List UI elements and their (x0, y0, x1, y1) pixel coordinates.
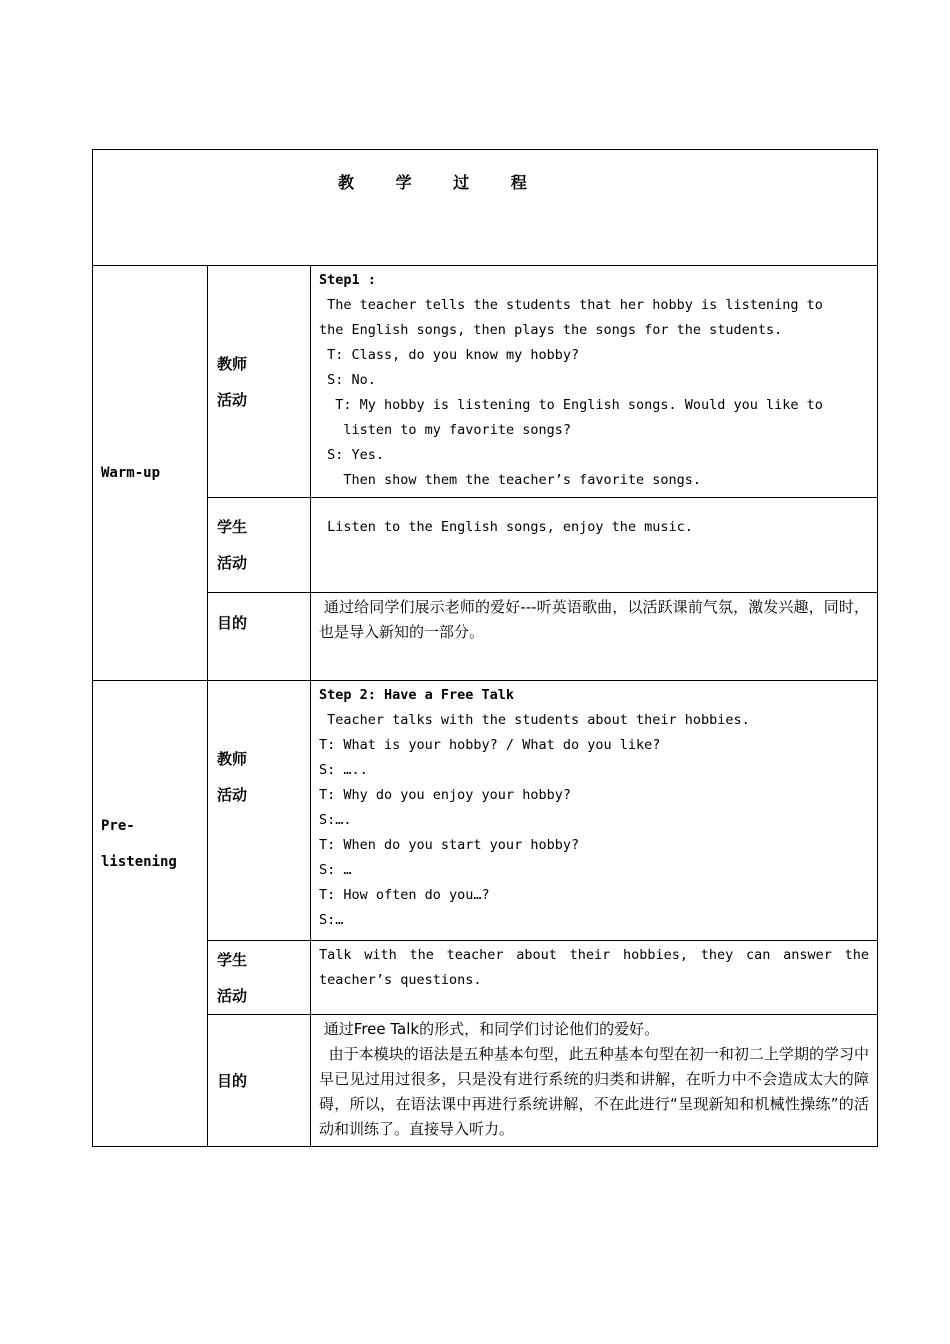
label-line: 学生 (217, 950, 248, 969)
content-line: T: My hobby is listening to English songs. Would you like to (319, 397, 823, 413)
teacher-activity-content (311, 681, 878, 941)
content-line: S: … (319, 862, 352, 878)
label-line: 目的 (217, 614, 248, 632)
content-line: Teacher talks with the students about their hobbies. (319, 712, 750, 728)
content-line: T: When do you start your hobby? (319, 837, 580, 853)
purpose-label (208, 1015, 311, 1147)
content-line: T: What is your hobby? / What do you like? (319, 737, 661, 753)
title-cell (93, 150, 878, 266)
content-line: S: No. (319, 372, 376, 388)
content-line: T: How often do you…? (319, 887, 490, 903)
content-line: 通过给同学们展示老师的爱好---听英语歌曲，以活跃课前气氛，激发兴趣，同时，也是导入新知的一部分。 (319, 598, 870, 641)
step-heading: Step1 : (319, 272, 376, 288)
label-line: 教师 (217, 354, 248, 373)
lesson-process-table (92, 149, 878, 1147)
stage-pre-listening (93, 681, 208, 1147)
step-heading: Step 2: Have a Free Talk (319, 687, 515, 703)
content-line: Talk with the teacher about their hobbies, they can answer the teacher’s questions. (319, 947, 878, 988)
stage-label: Pre- (101, 817, 135, 834)
purpose-label (208, 593, 311, 681)
stage-label: Warm-up (101, 465, 161, 481)
content-line: T: Class, do you know my hobby? (319, 347, 580, 363)
teacher-activity-label (208, 681, 311, 941)
label-line: 活动 (217, 786, 248, 804)
label-line: 活动 (217, 390, 248, 409)
student-activity-label (208, 941, 311, 1015)
content-line: the English songs, then plays the songs for the students. (319, 322, 783, 338)
purpose-content (311, 1015, 878, 1147)
purpose-content (311, 593, 878, 681)
content-line: S: Yes. (319, 447, 385, 463)
content-line: T: Why do you enjoy your hobby? (319, 787, 571, 803)
page-title: 教 学 过 程 (338, 173, 545, 192)
content-line: Listen to the English songs, enjoy the music. (319, 519, 693, 535)
content-line: The teacher tells the students that her hobby is listening to (319, 297, 823, 313)
student-activity-content (311, 941, 878, 1015)
teacher-activity-content (311, 266, 878, 498)
label-line: 活动 (217, 986, 248, 1005)
content-line: S: ….. (319, 762, 368, 778)
teacher-activity-label (208, 266, 311, 498)
stage-warm-up (93, 266, 208, 681)
content-line: listen to my favorite songs? (319, 422, 571, 438)
label-line: 活动 (217, 554, 248, 572)
label-line: 学生 (217, 518, 248, 536)
content-line: S:…. (319, 812, 352, 828)
label-line: 目的 (217, 1071, 248, 1090)
content-line: 由于本模块的语法是五种基本句型，此五种基本句型在初一和初二上学期的学习中早已见过用过很多，只是没有进行系统的归类和讲解，在听力中不会造成太大的障碍，所以，在语法课中再进行系统讲解，不在此进行“呈现新知和机械性操练”的活动和训练了。直接导入听力。 (319, 1045, 870, 1138)
student-activity-label (208, 498, 311, 593)
content-line: Then show them the teacher’s favorite songs. (319, 472, 702, 488)
student-activity-content (311, 498, 878, 593)
content-line: S:… (319, 912, 344, 928)
label-line: 教师 (217, 750, 248, 768)
content-line: 通过Free Talk的形式，和同学们讨论他们的爱好。 (319, 1020, 660, 1038)
stage-label: listening (101, 853, 177, 870)
